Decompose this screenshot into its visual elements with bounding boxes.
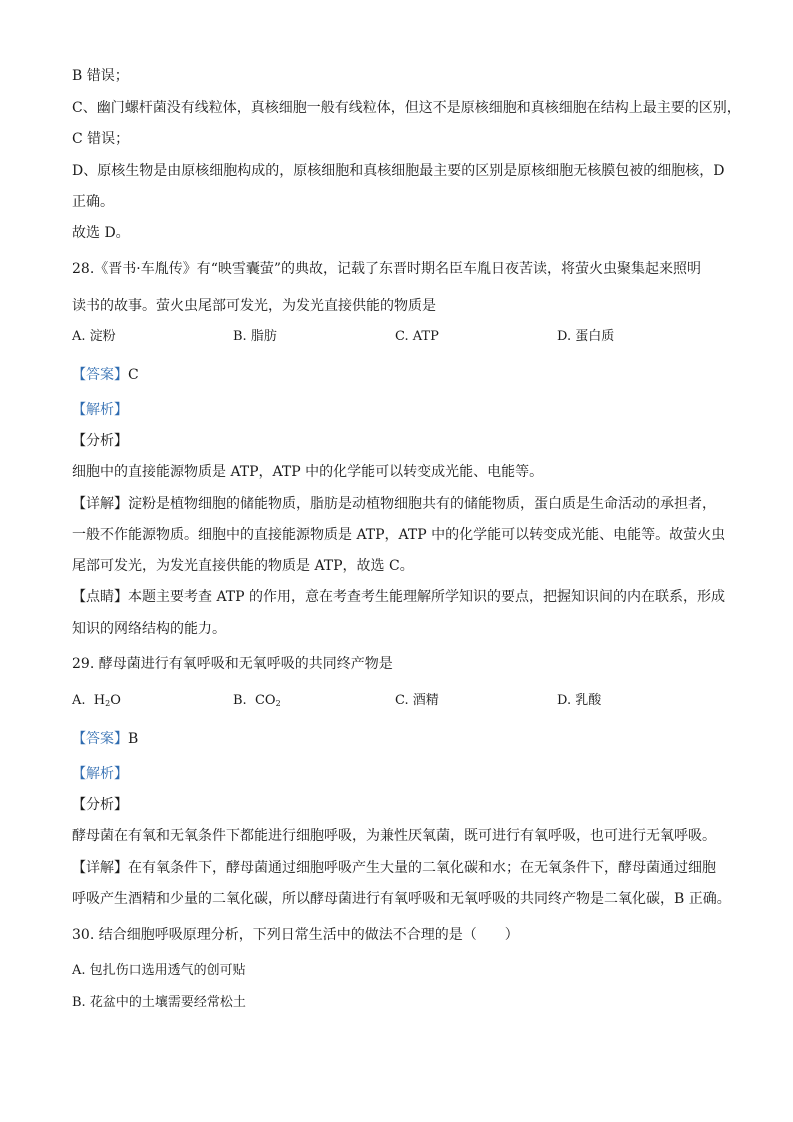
dianjing-text: 知识的网络结构的能力。	[72, 621, 226, 637]
text-line: B 错误；	[72, 68, 129, 84]
option-b: B. 脂肪	[233, 329, 277, 344]
option-a: A. 包扎伤口选用透气的创可贴	[72, 963, 246, 978]
text-line: C 错误；	[72, 131, 130, 147]
answer-tag: 【答案】	[72, 367, 128, 383]
question-29-stem: 29. 酵母菌进行有氧呼吸和无氧呼吸的共同终产物是	[72, 656, 393, 672]
option-c: C. 酒精	[395, 693, 439, 708]
xiangjie-text: 淀粉是植物细胞的储能物质，脂肪是动植物细胞共有的储能物质，蛋白质是生命活动的承担者，	[128, 496, 716, 512]
fenxi-heading: 【分析】	[72, 797, 128, 813]
text-line: C、幽门螺杆菌没有线粒体，真核细胞一般有线粒体，但这不是原核细胞和真核细胞在结构上最主要的区别，	[72, 100, 741, 116]
answer-line	[72, 365, 732, 385]
analysis-heading	[72, 764, 732, 784]
analysis-heading	[72, 400, 732, 420]
analysis-tag: 【解析】	[72, 402, 128, 418]
option-a: A. $H_2O$	[72, 693, 121, 708]
option-d: D. 乳酸	[557, 693, 602, 708]
xiangjie-line	[72, 494, 732, 514]
dianjing-text: 本题主要考查 ATP 的作用，意在考查考生能理解所学知识的要点，把握知识间的内在联系，形成	[128, 589, 726, 605]
xiangjie-line	[72, 858, 732, 878]
fenxi-heading: 【分析】	[72, 433, 128, 449]
answer-line	[72, 729, 732, 749]
xiangjie-text: 一般不作能源物质。细胞中的直接能源物质是 ATP，ATP 中的化学能可以转变成光能、电能等。故萤火虫	[72, 527, 726, 543]
option-b: B. $CO_2$	[233, 693, 281, 708]
dianjing-line	[72, 587, 732, 607]
xiangjie-tag: 【详解】	[72, 860, 128, 876]
question-28-stem: 28.《晋书·车胤传》有“映雪囊萤”的典故，记载了东晋时期名臣车胤日夜苦读，将萤火虫聚集起来照明	[72, 261, 702, 277]
answer-value: C	[128, 367, 139, 383]
option-b: B. 花盆中的土壤需要经常松土	[72, 995, 246, 1010]
fenxi-text: 酵母菌在有氧和无氧条件下都能进行细胞呼吸，为兼性厌氧菌，既可进行有氧呼吸，也可进行无氧呼吸。	[72, 828, 716, 844]
option-d: D. 蛋白质	[557, 329, 615, 344]
xiangjie-text: 尾部可发光，为发光直接供能的物质是 ATP，故选 C。	[72, 558, 414, 574]
answer-tag: 【答案】	[72, 731, 128, 747]
option-c: C. ATP	[395, 329, 439, 344]
analysis-tag: 【解析】	[72, 766, 128, 782]
xiangjie-tag: 【详解】	[72, 496, 128, 512]
text-line: 故选 D。	[72, 225, 130, 241]
xiangjie-text: 呼吸产生酒精和少量的二氧化碳，所以酵母菌进行有氧呼吸和无氧呼吸的共同终产物是二氧化碳，B 正确。	[72, 891, 731, 907]
question-28-stem: 读书的故事。萤火虫尾部可发光，为发光直接供能的物质是	[72, 298, 436, 314]
text-line: 正确。	[72, 194, 114, 210]
xiangjie-text: 在有氧条件下，酵母菌通过细胞呼吸产生大量的二氧化碳和水；在无氧条件下，酵母菌通过细胞	[128, 860, 716, 876]
text-line: D、原核生物是由原核细胞构成的，原核细胞和真核细胞最主要的区别是原核细胞无核膜包被的细胞核，D	[72, 163, 725, 179]
option-a: A. 淀粉	[72, 329, 116, 344]
fenxi-text: 细胞中的直接能源物质是 ATP，ATP 中的化学能可以转变成光能、电能等。	[72, 464, 544, 480]
dianjing-tag: 【点睛】	[72, 589, 128, 605]
answer-value: B	[128, 731, 139, 747]
question-30-stem: 30. 结合细胞呼吸原理分析，下列日常生活中的做法不合理的是（ ）	[72, 927, 519, 943]
